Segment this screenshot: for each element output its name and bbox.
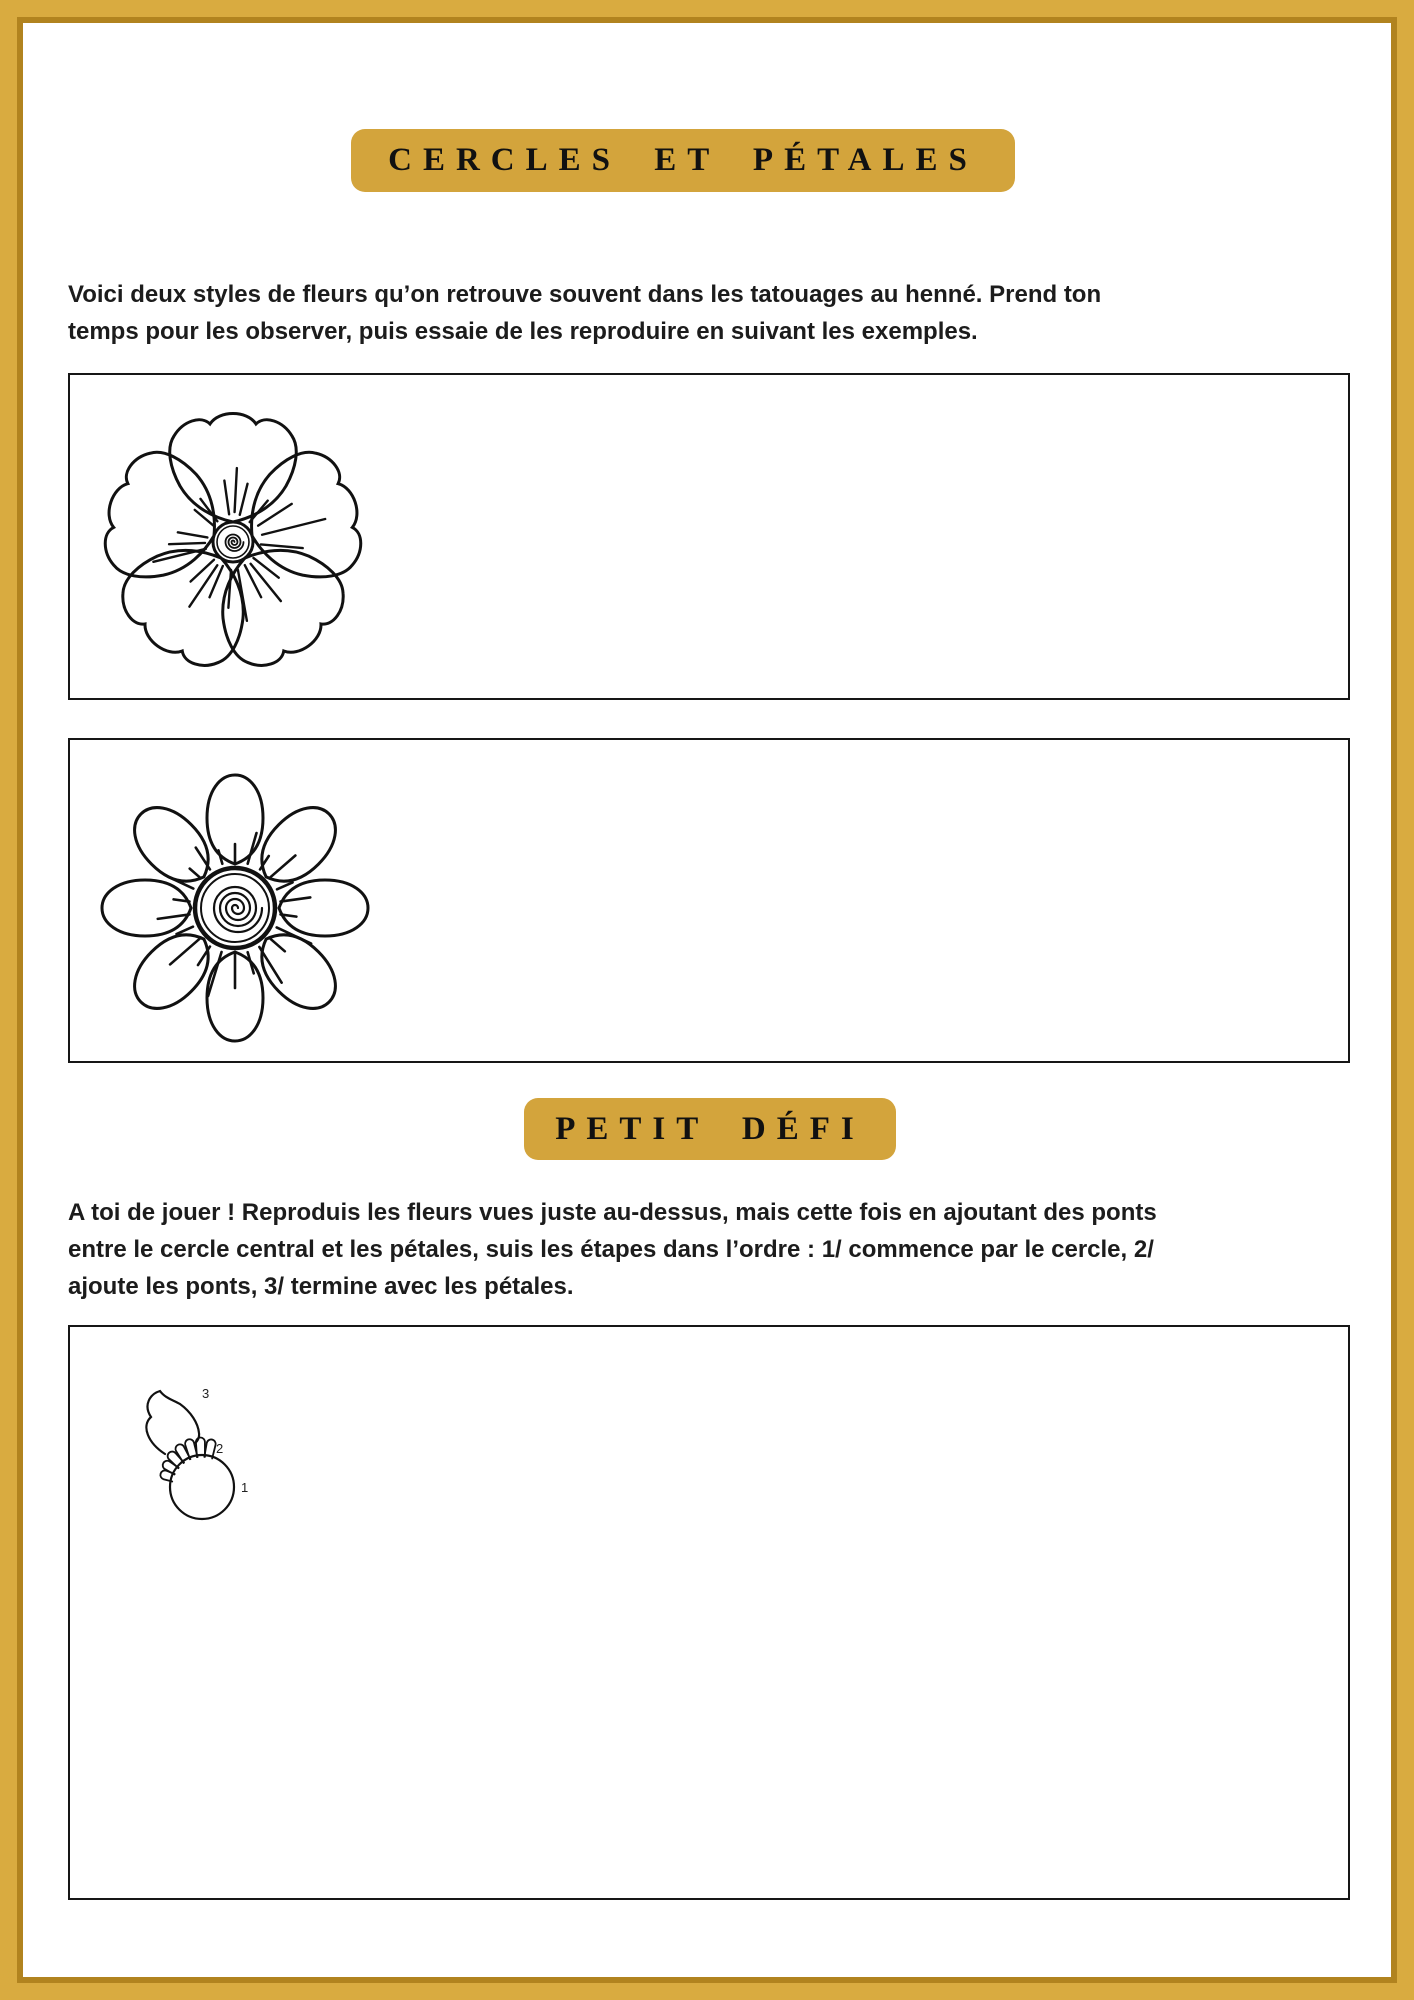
eight-petal-daisy-illustration <box>95 768 375 1048</box>
step-label-1: 1 <box>241 1480 249 1495</box>
step-label-3: 3 <box>202 1386 210 1401</box>
main-title-banner <box>351 129 1015 192</box>
step-petal <box>146 1391 199 1454</box>
step-circle <box>170 1455 234 1519</box>
challenge-title-banner <box>524 1098 896 1160</box>
intro-paragraph <box>68 276 1101 350</box>
intro-line-1: Voici deux styles de fleurs qu’on retrouve souvent dans les tatouages au henné. Prend ton <box>68 281 1102 308</box>
challenge-title: PETIT DÉFI <box>555 1110 865 1147</box>
challenge-line-2: entre le cercle central et les pétales, suis les étapes dans l’ordre : 1/ commence par le cercle, 2/ <box>68 1236 1154 1263</box>
main-title: CERCLES ET PÉTALES <box>388 142 978 178</box>
step-bridges <box>159 1437 216 1482</box>
intro-line-2: temps pour les observer, puis essaie de les reproduire en suivant les exemples. <box>68 318 978 345</box>
five-petal-flower-illustration <box>103 412 363 672</box>
challenge-line-1: A toi de jouer ! Reproduis les fleurs vues juste au-dessus, mais cette fois en ajoutant des ponts <box>68 1199 1157 1226</box>
step-label-2: 2 <box>216 1441 224 1456</box>
challenge-paragraph <box>68 1194 1157 1305</box>
step-by-step-diagram <box>128 1368 308 1528</box>
challenge-line-3: ajoute les ponts, 3/ termine avec les pétales. <box>68 1273 574 1300</box>
